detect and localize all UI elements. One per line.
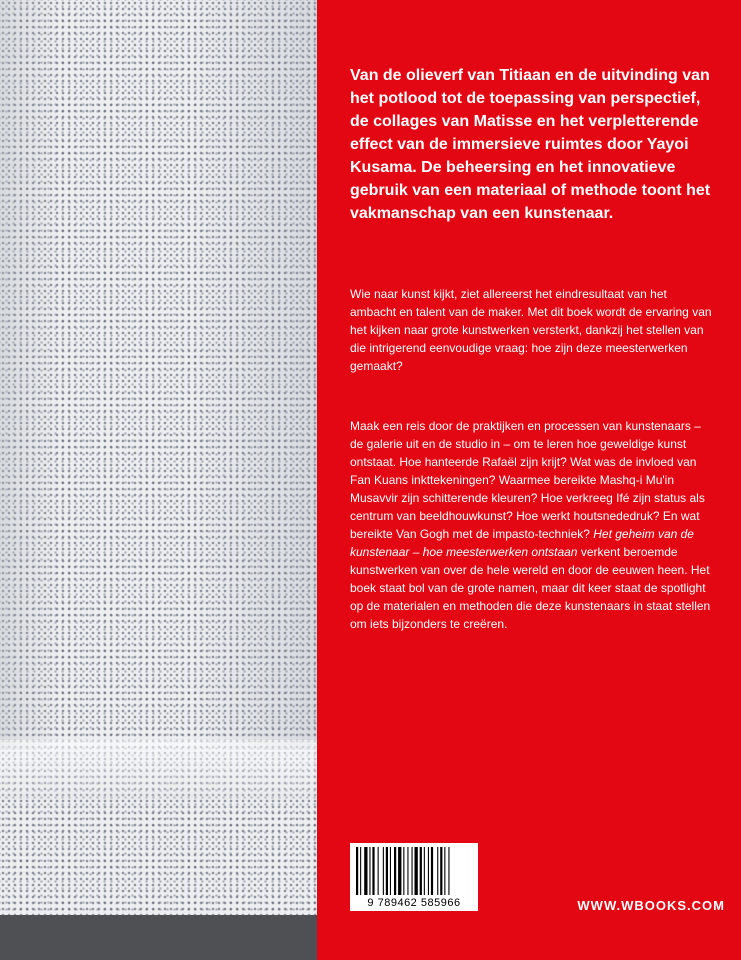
body-paragraph-1: Wie naar kunst kijkt, ziet allereerst het eindresultaat van het ambacht en talent van de maker. Met dit boek wordt de ervaring van het kijken naar grote kunstwerken versterkt, dankzij het stellen van die intrigerend eenvoudige vraag: hoe zijn deze meesterwerken gemaakt? <box>350 287 712 373</box>
book-title-italic: Het geheim van de kunstenaar – hoe meesterwerken ontstaan <box>350 527 694 559</box>
barcode <box>350 843 478 911</box>
barcode-bars <box>354 847 474 895</box>
cover-artwork-dotted-fabric <box>0 0 317 960</box>
intro-text: Van de olieverf van Titiaan en de uitvinding van het potlood tot de toepassing van perspectief, de collages van Matisse en het verpletterende effect van de immersieve ruimtes door Yayoi Kusama. De beheersing en het innovatieve gebruik van een materiaal of methode toont het vakmanschap van een kunstenaar. <box>350 67 711 222</box>
text-panel <box>317 0 741 960</box>
paragraph-2-text-end: verkent beroemde kunstwerken van over de hele wereld en door de eeuwen heen. Het boek staat bol van de grote namen, maar dit keer staat de spotlight op de materialen en methoden die deze kunstenaars in staat stellen om iets bijzonders te creëren. <box>350 545 711 631</box>
artwork-shadow-right <box>190 0 317 750</box>
paragraph-2-text-start: Maak een reis door de praktijken en processen van kunstenaars – de galerie uit en de studio in – om te leren hoe geweldige kunst ontstaat. Hoe hanteerde Rafaël zijn krijt? Wat was de invloed van Fan Kuans inkttekeningen? Waarmee bereikte Mashq-i Mu'in Musavvir zijn schitterende kleuren? Hoe verkreeg Ifé zijn status als centrum van beeldhouwkunst? Hoe werkt houtsnededruk? En wat bereikte Van Gogh met de impasto-techniek? <box>350 419 705 541</box>
body-paragraph-2 <box>350 417 712 633</box>
publisher-website[interactable]: WWW.WBOOKS.COM <box>577 898 725 913</box>
isbn-number: 9 789462 585966 <box>367 897 461 909</box>
artwork-fabric-fold <box>0 740 317 800</box>
artwork-shadow-left <box>0 0 60 750</box>
artwork-floor <box>0 915 317 960</box>
